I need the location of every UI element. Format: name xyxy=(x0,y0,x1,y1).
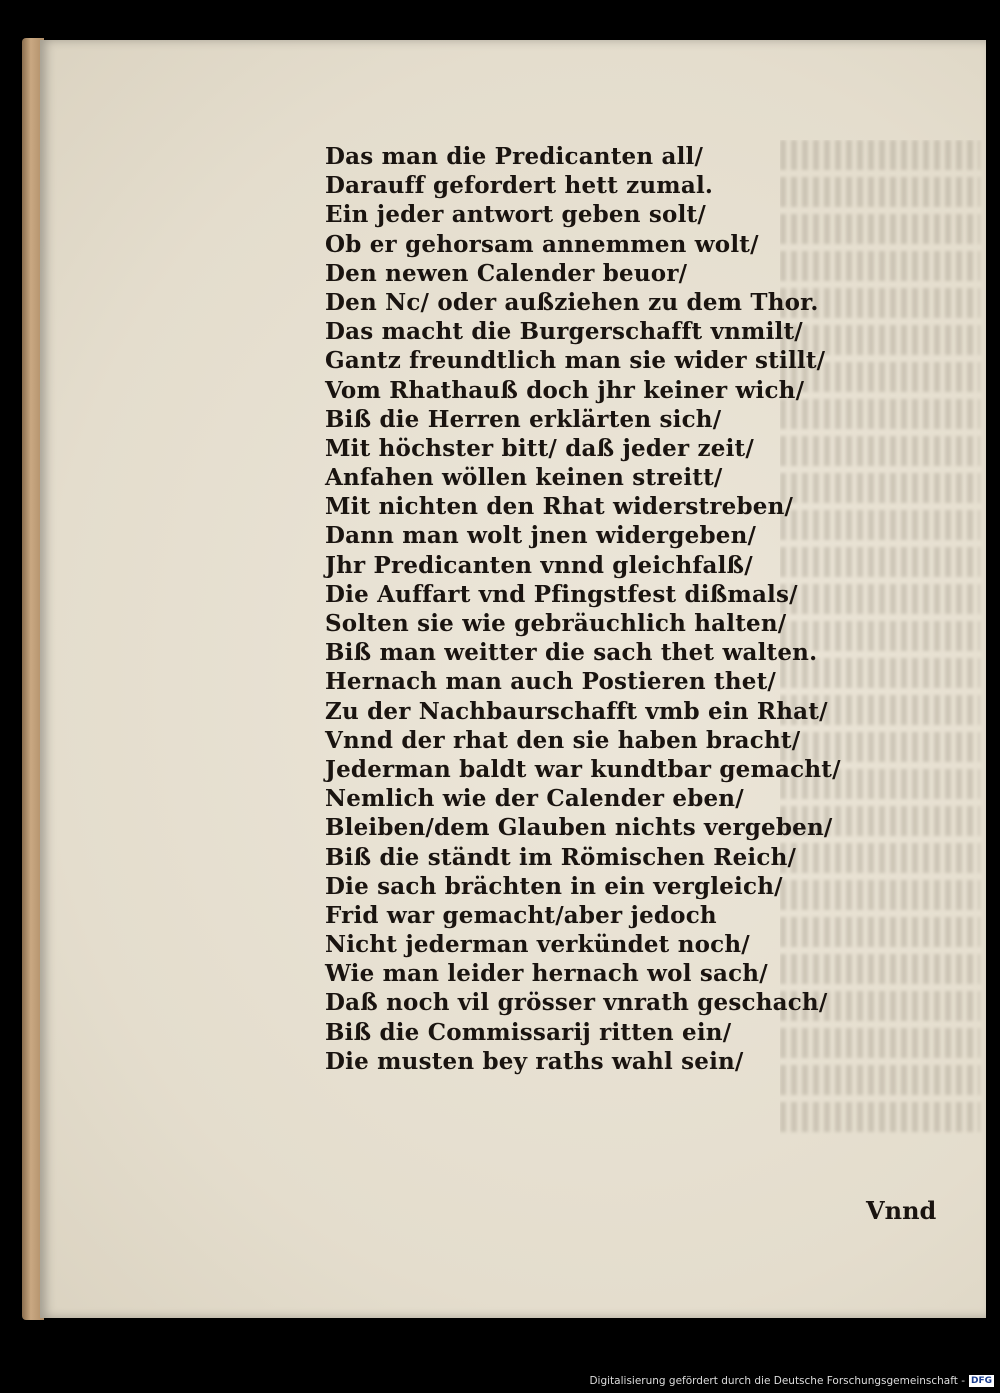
verse-line: Biß man weitter die sach thet walten. xyxy=(325,639,818,667)
verse-line: Anfahen wöllen keinen streitt/ xyxy=(325,464,723,492)
verse-line: Die musten bey raths wahl sein/ xyxy=(325,1047,744,1075)
funding-text: Digitalisierung gefördert durch die Deutsche Forschungsgemeinschaft - xyxy=(589,1375,965,1387)
verse-line: Jhr Predicanten vnnd gleichfalß/ xyxy=(325,551,753,579)
verse-line: Ein jeder antwort geben solt/ xyxy=(325,201,706,229)
verse-line: Die sach brächten in ein vergleich/ xyxy=(325,872,783,900)
verse-line: Biß die ständt im Römischen Reich/ xyxy=(325,843,797,871)
verse-line: Daß noch vil grösser vnrath geschach/ xyxy=(325,989,828,1017)
verse-line: Zu der Nachbaurschafft vmb ein Rhat/ xyxy=(325,697,828,725)
verse-line: Bleiben/dem Glauben nichts vergeben/ xyxy=(325,814,833,842)
verse-line: Den Nc/ oder außziehen zu dem Thor. xyxy=(325,288,819,316)
verse-line: Darauff gefordert hett zumal. xyxy=(325,172,714,200)
verse-line: Gantz freundtlich man sie wider stillt/ xyxy=(325,347,826,375)
verse-line: Die Auffart vnd Pfingstfest dißmals/ xyxy=(325,580,798,608)
verse-line: Dann man wolt jnen widergeben/ xyxy=(325,522,757,550)
verse-line: Jederman baldt war kundtbar gemacht/ xyxy=(325,755,841,783)
verse-line: Das macht die Burgerschafft vnmilt/ xyxy=(325,318,803,346)
verse-line: Vnnd der rhat den sie haben bracht/ xyxy=(325,726,801,754)
verse-line: Nicht jederman verkündet noch/ xyxy=(325,931,750,959)
verse-line: Das man die Predicanten all/ xyxy=(325,143,704,170)
verse-text xyxy=(325,142,841,1076)
verse-line: Biß die Herren erklärten sich/ xyxy=(325,405,722,433)
dfg-logo: DFG xyxy=(970,1376,992,1386)
catchword: Vnnd xyxy=(866,1196,937,1225)
verse-line: Wie man leider hernach wol sach/ xyxy=(325,960,768,988)
verse-line: Den newen Calender beuor/ xyxy=(325,259,688,287)
verse-line: Mit höchster bitt/ daß jeder zeit/ xyxy=(325,434,754,462)
verse-line: Ob er gehorsam annemmen wolt/ xyxy=(325,230,759,258)
verse-line: Hernach man auch Postieren thet/ xyxy=(325,668,777,696)
funding-footer xyxy=(589,1375,994,1387)
verse-line: Mit nichten den Rhat widerstreben/ xyxy=(325,493,794,521)
verse-line: Vom Rhathauß doch jhr keiner wich/ xyxy=(325,376,805,404)
verse-line: Frid war gemacht/aber jedoch xyxy=(325,901,717,929)
verse-line: Solten sie wie gebräuchlich halten/ xyxy=(325,610,787,637)
verse-line: Nemlich wie der Calender eben/ xyxy=(325,785,744,813)
verse-line: Biß die Commissarij ritten ein/ xyxy=(325,1018,732,1046)
